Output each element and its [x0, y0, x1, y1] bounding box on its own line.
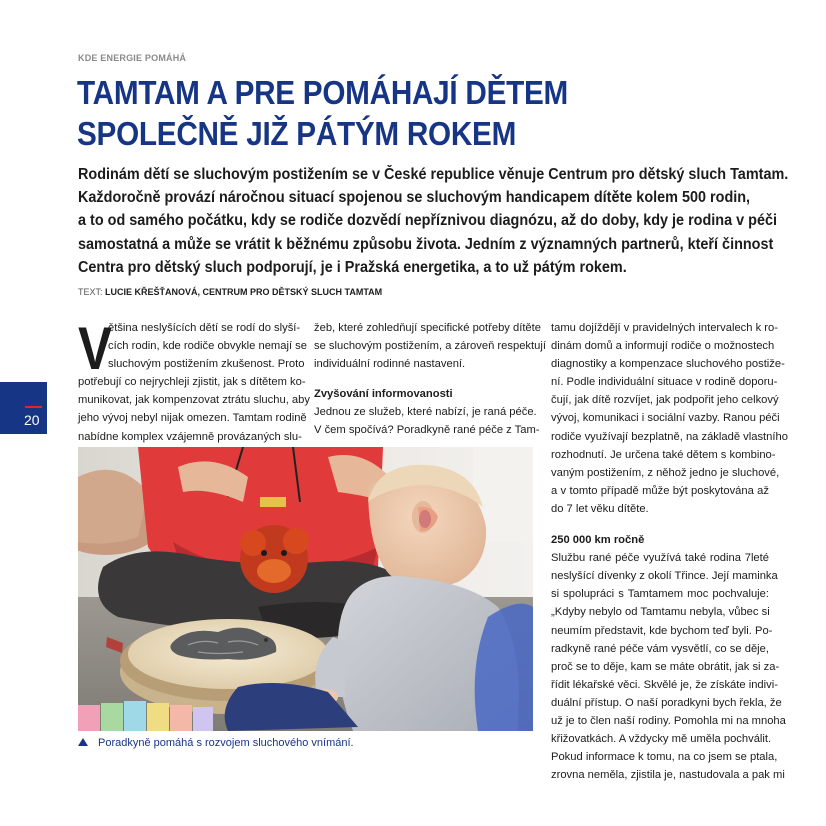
body-line: individuální rodinné nastavení.	[314, 358, 466, 371]
body-line: už je to člen naší rodiny. Pomohla mi na mnoha	[551, 714, 786, 727]
body-line: vaným postižením, z něhož jedno je sluchové,	[551, 466, 780, 479]
title-line: SPOLEČNĚ JIŽ PÁTÝM ROKEM	[77, 115, 517, 152]
photo-caption	[78, 737, 354, 749]
body-line: zrovna neměla, zjistila je, nastudovala a pak mi	[551, 769, 785, 782]
section-label: KDE ENERGIE POMÁHÁ	[78, 53, 187, 63]
article-column-1	[78, 315, 310, 446]
page-number: 20	[24, 412, 40, 428]
page-tab-accent	[25, 406, 42, 408]
body-line: čují, jak dítě rozvíjet, jak podpořit jeho celkový	[551, 394, 779, 407]
body-line: dinám domů a informují rodiče o možnostech	[551, 340, 775, 353]
body-line: a v tomto případě může být poskytována až	[551, 484, 769, 497]
body-line: si spolupráci s Tamtamem moc pochvaluje:	[551, 588, 769, 601]
body-line: cích rodin, kde rodiče obvykle nemají se	[108, 340, 307, 353]
lead-paragraph	[78, 163, 789, 279]
body-line: proč se to děje, kam se máte obrátit, jak si za-	[551, 660, 780, 673]
lead-line: samostatná a může se vrátit k běžnému způsobu života. Jedním z významných partnerů, kteří činnost	[78, 235, 774, 253]
body-line: radkyně rané péče vám vysvětlí, co se děje,	[551, 642, 769, 655]
article-column-3	[551, 319, 788, 784]
body-line: neslyšící dívenky z okolí Třince. Její maminka	[551, 570, 778, 583]
body-line: Službu rané péče využívá také rodina 7leté	[551, 552, 769, 565]
credit-label: TEXT:	[78, 287, 106, 297]
body-line: se sluchovým postižením, a zároveň respektují	[314, 340, 546, 353]
body-line: potřebují co nejrychleji zjistit, jak s dítětem ko-	[78, 376, 306, 389]
lead-line: Rodinám dětí se sluchovým postižením se v České republice věnuje Centrum pro dětský sluch Tamtam.	[78, 166, 789, 183]
body-line: munikovat, jak kompenzovat ztrátu sluchu, aby	[78, 394, 310, 407]
photo-illustration	[78, 447, 533, 731]
body-line: rozhodnutí. Je určena také dětem s kombino-	[551, 448, 776, 461]
body-line: ětšina neslyšících dětí se rodí do slyší-	[108, 322, 301, 334]
body-line: tamu dojíždějí v pravidelných intervalech k ro-	[551, 322, 778, 334]
caption-text: Poradkyně pomáhá s rozvojem sluchového vnímání.	[98, 737, 354, 749]
body-line: do 7 let věku dítěte.	[551, 502, 649, 515]
article-title	[77, 72, 581, 154]
body-line: ní. Podle individuální situace v rodině doporu-	[551, 376, 778, 389]
body-line: vývoj, komunikaci i sociální vazby. Ranou péči	[551, 412, 780, 425]
body-line: žeb, které zohledňují specifické potřeby dítěte	[314, 322, 541, 334]
body-line: „Kdyby nebylo od Tamtamu nebyla, vůbec si	[551, 606, 770, 619]
spacer	[314, 373, 532, 385]
lead-line: Centra pro dětský sluch podporují, je i Pražská energetika, a to už pátým rokem.	[78, 258, 627, 276]
body-line: jeho vývoj nebyl nijak omezen. Tamtam rodině	[78, 412, 307, 425]
subheading: Zvyšování informovanosti	[314, 388, 453, 401]
body-line: křižovatkách. A vždycky mě uměla pochválit.	[551, 733, 772, 746]
triangle-up-icon	[78, 738, 88, 746]
body-line: rodiče využívají bezplatně, na základě vlastního	[551, 430, 788, 443]
body-line: nabídne komplex vzájemně provázaných slu-	[78, 430, 302, 443]
body-line: neumím představit, kde bychom teď byli. Po-	[551, 624, 773, 637]
article-column-2	[314, 319, 546, 440]
author-credit	[78, 287, 382, 297]
body-line: diagnostiky a kompenzace sluchového postiže-	[551, 358, 785, 371]
subheading: 250 000 km ročně	[551, 534, 645, 547]
lead-line: a to od samého počátku, kdy se rodiče dozvědí nepříznivou diagnózu, až do doby, kdy je rodina v péči	[78, 212, 777, 230]
lead-line: Každoročně provází náročnou situací spojenou se sluchovým handicapem dítěte kolem 500 rodin,	[78, 189, 751, 207]
body-line: duální přístup. O naší poradkyni bych řekla, že	[551, 696, 782, 709]
drop-cap: V	[78, 315, 113, 382]
body-line: Jednou ze služeb, které nabízí, je raná péče.	[314, 406, 537, 419]
title-line: TAMTAM A PRE POMÁHAJÍ DĚTEM	[77, 74, 569, 111]
article-photo	[78, 447, 533, 731]
page-number-tab	[0, 382, 47, 434]
spacer	[551, 518, 769, 531]
body-line: Pokud informace k tomu, na co jsem se ptala,	[551, 751, 778, 764]
body-line: V čem spočívá? Poradkyně rané péče z Tam-	[314, 424, 540, 437]
body-line: řídit lékařské věci. Skvělé je, že získáte indivi-	[551, 678, 778, 691]
body-line: sluchovým postižením zkušenost. Proto	[108, 358, 305, 371]
credit-value: LUCIE KŘEŠŤANOVÁ, CENTRUM PRO DĚTSKÝ SLUCH TAMTAM	[105, 287, 383, 297]
